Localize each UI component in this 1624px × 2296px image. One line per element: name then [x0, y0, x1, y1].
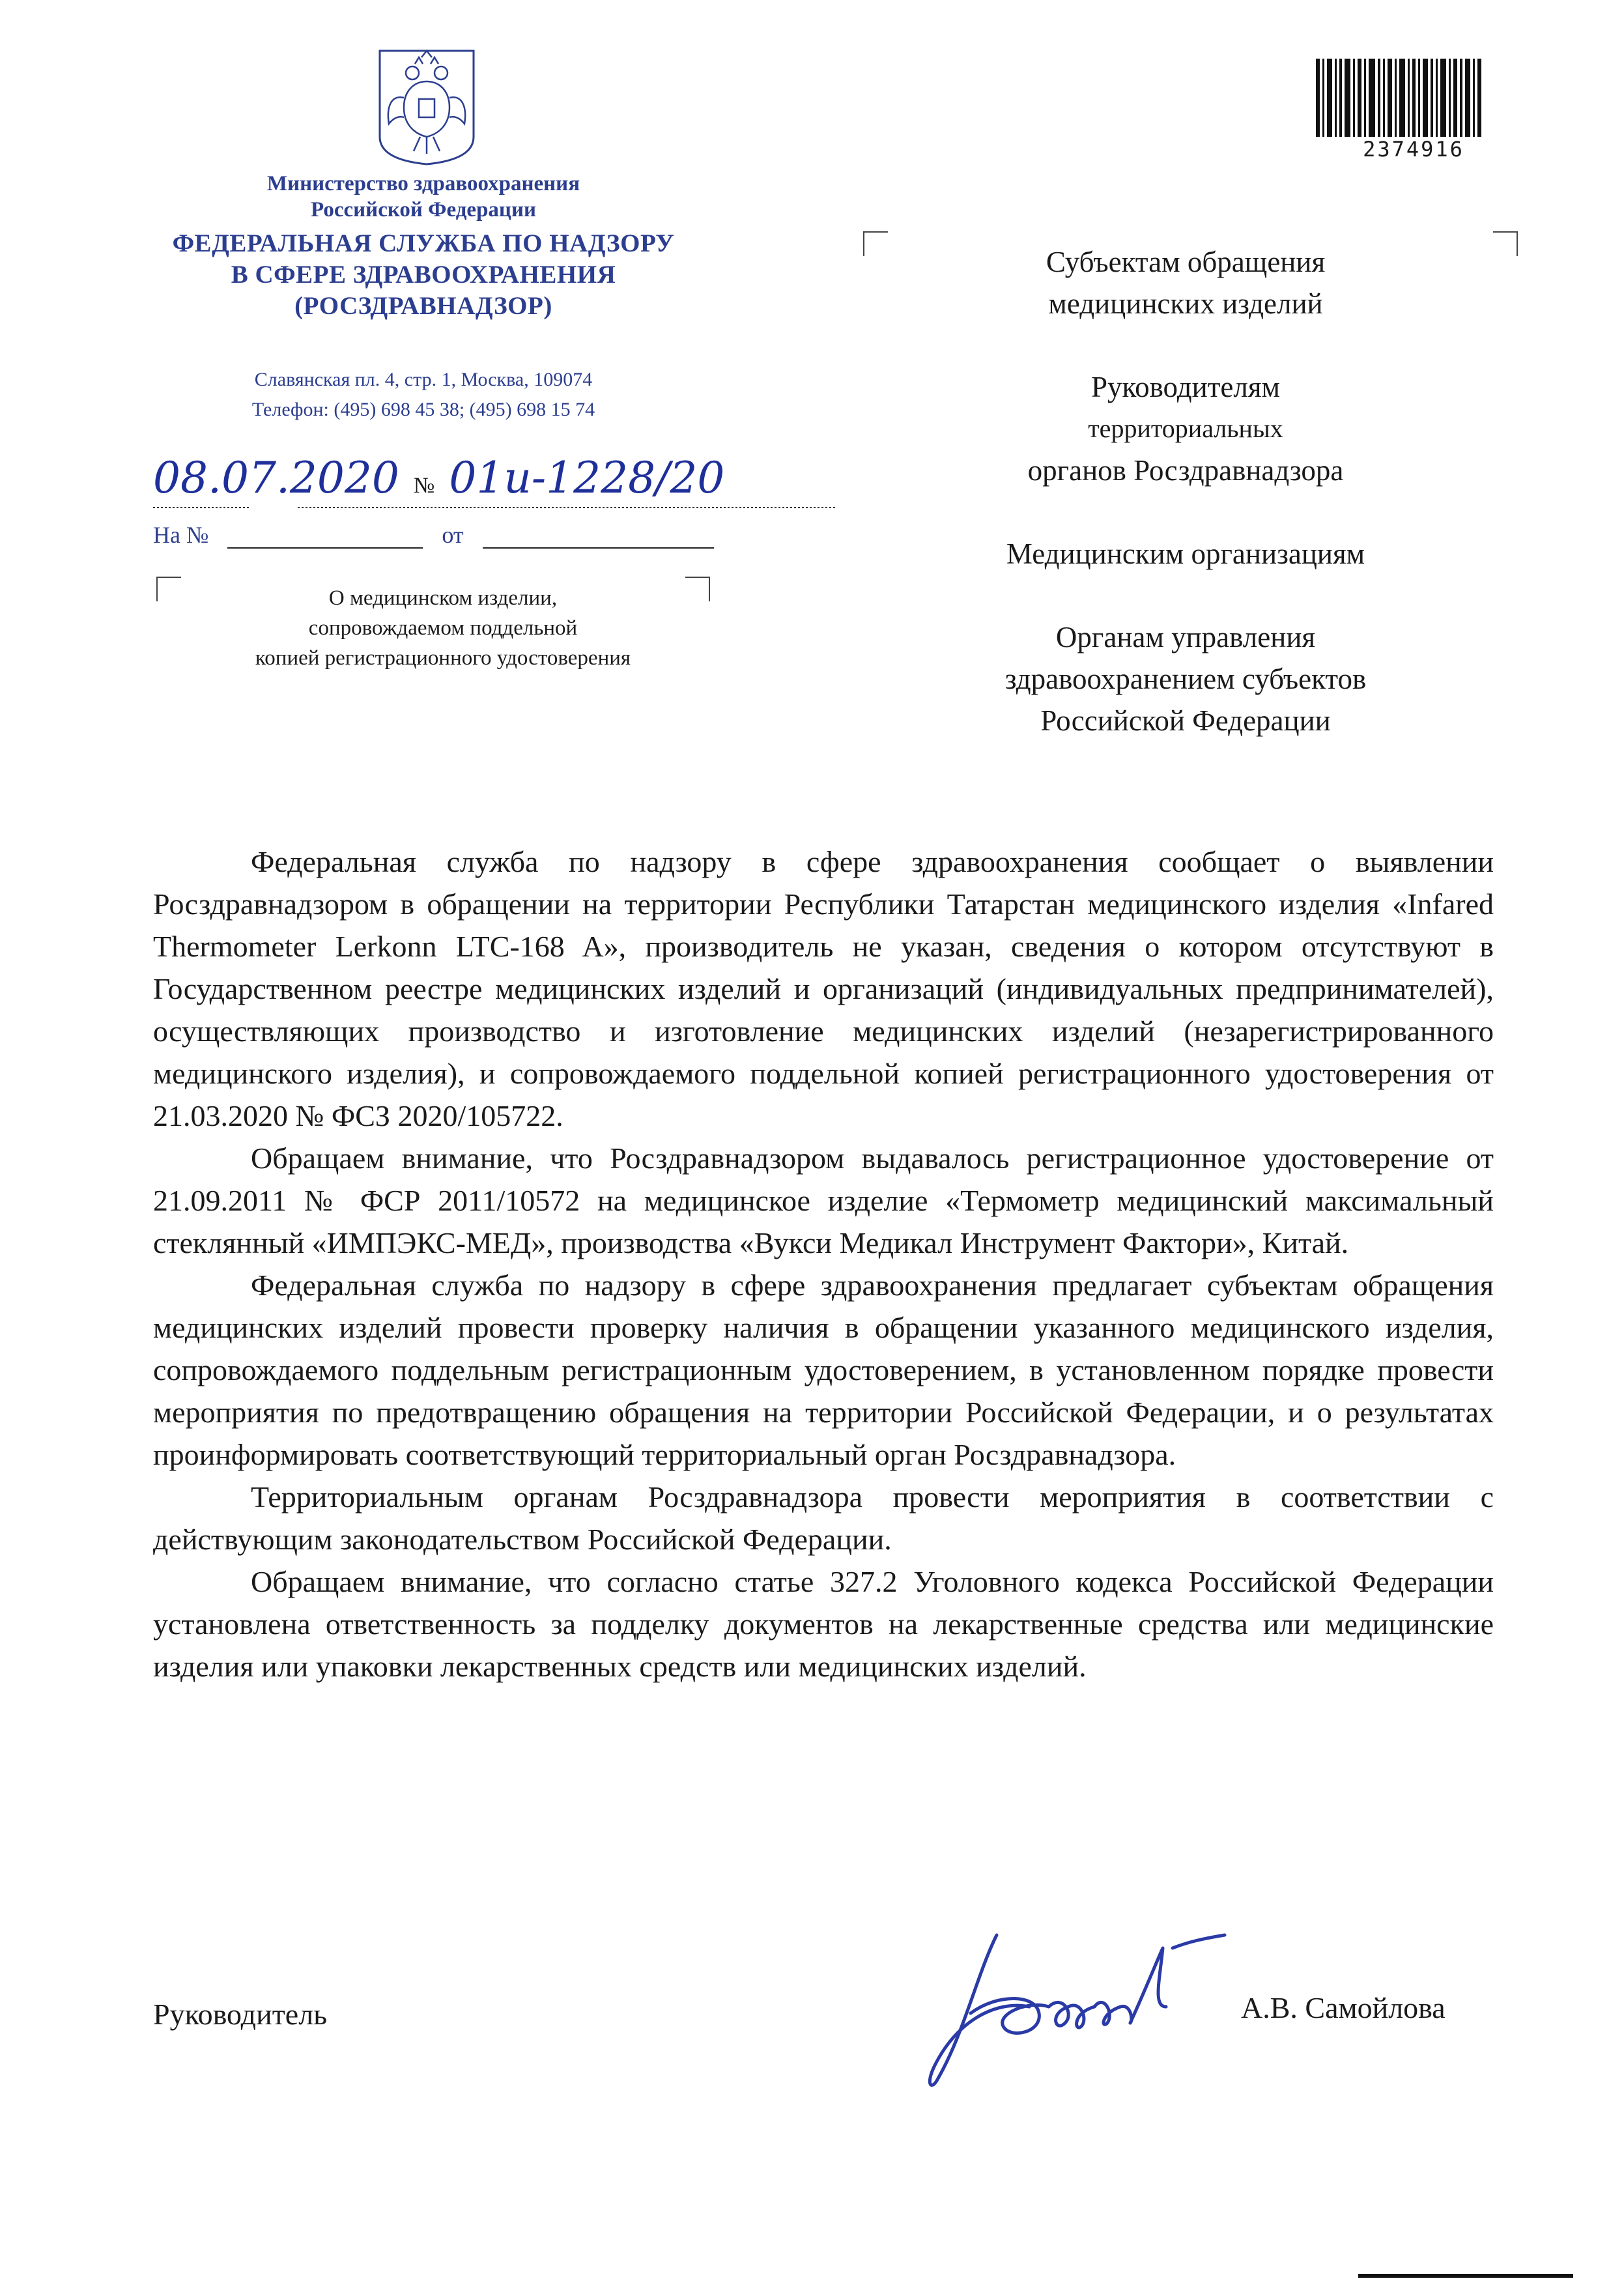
address-block — [169, 365, 677, 425]
service-name — [124, 228, 723, 322]
barcode — [1316, 59, 1485, 143]
subject-line: О медицинском изделии, — [328, 586, 558, 610]
handwritten-signature — [899, 1909, 1290, 2104]
subject-block — [156, 583, 730, 673]
recipient-line: медицинских изделий — [1048, 287, 1323, 320]
address-line: Славянская пл. 4, стр. 1, Москва, 109074 — [254, 369, 593, 390]
registration-date: 08.07.2020 — [153, 453, 399, 503]
registration-underline — [153, 504, 844, 513]
service-line: (РОСЗДРАВНАДЗОР) — [294, 292, 552, 320]
recipient-line: Руководителям — [1091, 371, 1280, 403]
registration-number: 01и-1228/20 — [449, 453, 725, 503]
recipient-line: территориальных — [1088, 414, 1283, 443]
body-paragraph: Обращаем внимание, что согласно статье 327.2 Уголовного кодекса Российской Федерации установлена ответственность за подделку документов на лекарственные средства или медицинские изделия или упаковки лекарственных средств или медицинских изделий. — [153, 1565, 1494, 1683]
ministry-line: Российской Федерации — [311, 198, 536, 222]
signatory-role: Руководитель — [153, 1998, 328, 2031]
service-line: ФЕДЕРАЛЬНАЯ СЛУЖБА ПО НАДЗОРУ — [172, 229, 675, 257]
registration-line — [153, 453, 857, 524]
double-headed-eagle-icon — [375, 46, 479, 166]
reference-line — [153, 521, 726, 554]
subject-line: сопровождаемом поддельной — [308, 616, 578, 640]
reference-number-label: На № — [153, 522, 209, 548]
ministry-line: Министерство здравоохранения — [266, 172, 580, 195]
subject-line: копией регистрационного удостоверения — [255, 646, 631, 670]
body-paragraph: Федеральная служба по надзору в сфере здравоохранения предлагает субъектам обращения медицинских изделий провести проверку наличия в обращении указанного медицинского изделия, сопровождаемого поддельным регистрационным удостоверением, в установленном порядке провести мероприятия по предотвращению обращения на территории Российской Федерации, и о результатах проинформировать соответствующий территориальный орган Росздравнадзора. — [153, 1269, 1494, 1471]
corner-mark — [156, 577, 181, 601]
body-paragraph: Территориальным органам Росздравнадзора провести мероприятия в соответствии с действующим законодательством Российской Федерации. — [153, 1480, 1494, 1556]
body-paragraph: Федеральная служба по надзору в сфере здравоохранения сообщает о выявлении Росздравнадзором в обращении на территории Республики Татарстан медицинского изделия «Infared Thermometer Lerkonn LTC-168 A», производитель не указан, сведения о котором отсутствуют в Государственном реестре медицинских изделий и организаций (индивидуальных предпринимателей), осуществляющих производство и изготовление медицинских изделий (незарегистрированного медицинского изделия), и сопровождаемого поддельной копией регистрационного удостоверения от 21.03.2020 № ФСЗ 2020/105722. — [153, 845, 1494, 1132]
recipient-line: Медицинским организациям — [1006, 538, 1365, 570]
recipient-line: органов Росздравнадзора — [1027, 454, 1344, 487]
recipient-line: здравоохранением субъектов — [1004, 663, 1367, 695]
recipient — [899, 616, 1472, 741]
registration-number-sign: № — [413, 474, 435, 498]
recipient-line: Органам управления — [1055, 621, 1316, 653]
signatory-name: А.В. Самойлова — [1241, 1991, 1446, 2024]
recipient-line: Российской Федерации — [1040, 704, 1331, 737]
body-paragraph: Обращаем внимание, что Росздравнадзором выдавалось регистрационное удостоверение от 21.09.2011 № ФСР 2011/10572 на медицинское изделие «Термометр медицинский максимальный стеклянный «ИМПЭКС-МЕД», производства «Вукси Медикал Инструмент Фактори», Китай. — [153, 1141, 1494, 1259]
letter-body — [153, 840, 1494, 1687]
corner-mark — [863, 231, 888, 256]
barcode-number: 2374916 — [1363, 137, 1464, 162]
recipients-block — [899, 241, 1472, 783]
recipient — [899, 241, 1472, 324]
recipient — [899, 533, 1472, 575]
address-line: Телефон: (495) 698 45 38; (495) 698 15 74 — [251, 399, 595, 420]
reference-date-field — [483, 526, 714, 549]
ministry-name — [176, 171, 671, 223]
recipient — [899, 366, 1472, 491]
corner-mark — [685, 577, 710, 601]
service-line: В СФЕРЕ ЗДРАВООХРАНЕНИЯ — [231, 261, 616, 289]
corner-mark — [1493, 231, 1518, 256]
reference-date-label: от — [442, 522, 464, 548]
recipient-line: Субъектам обращения — [1046, 246, 1326, 278]
scan-edge-mark — [1358, 2274, 1573, 2278]
reference-number-field — [227, 526, 423, 549]
